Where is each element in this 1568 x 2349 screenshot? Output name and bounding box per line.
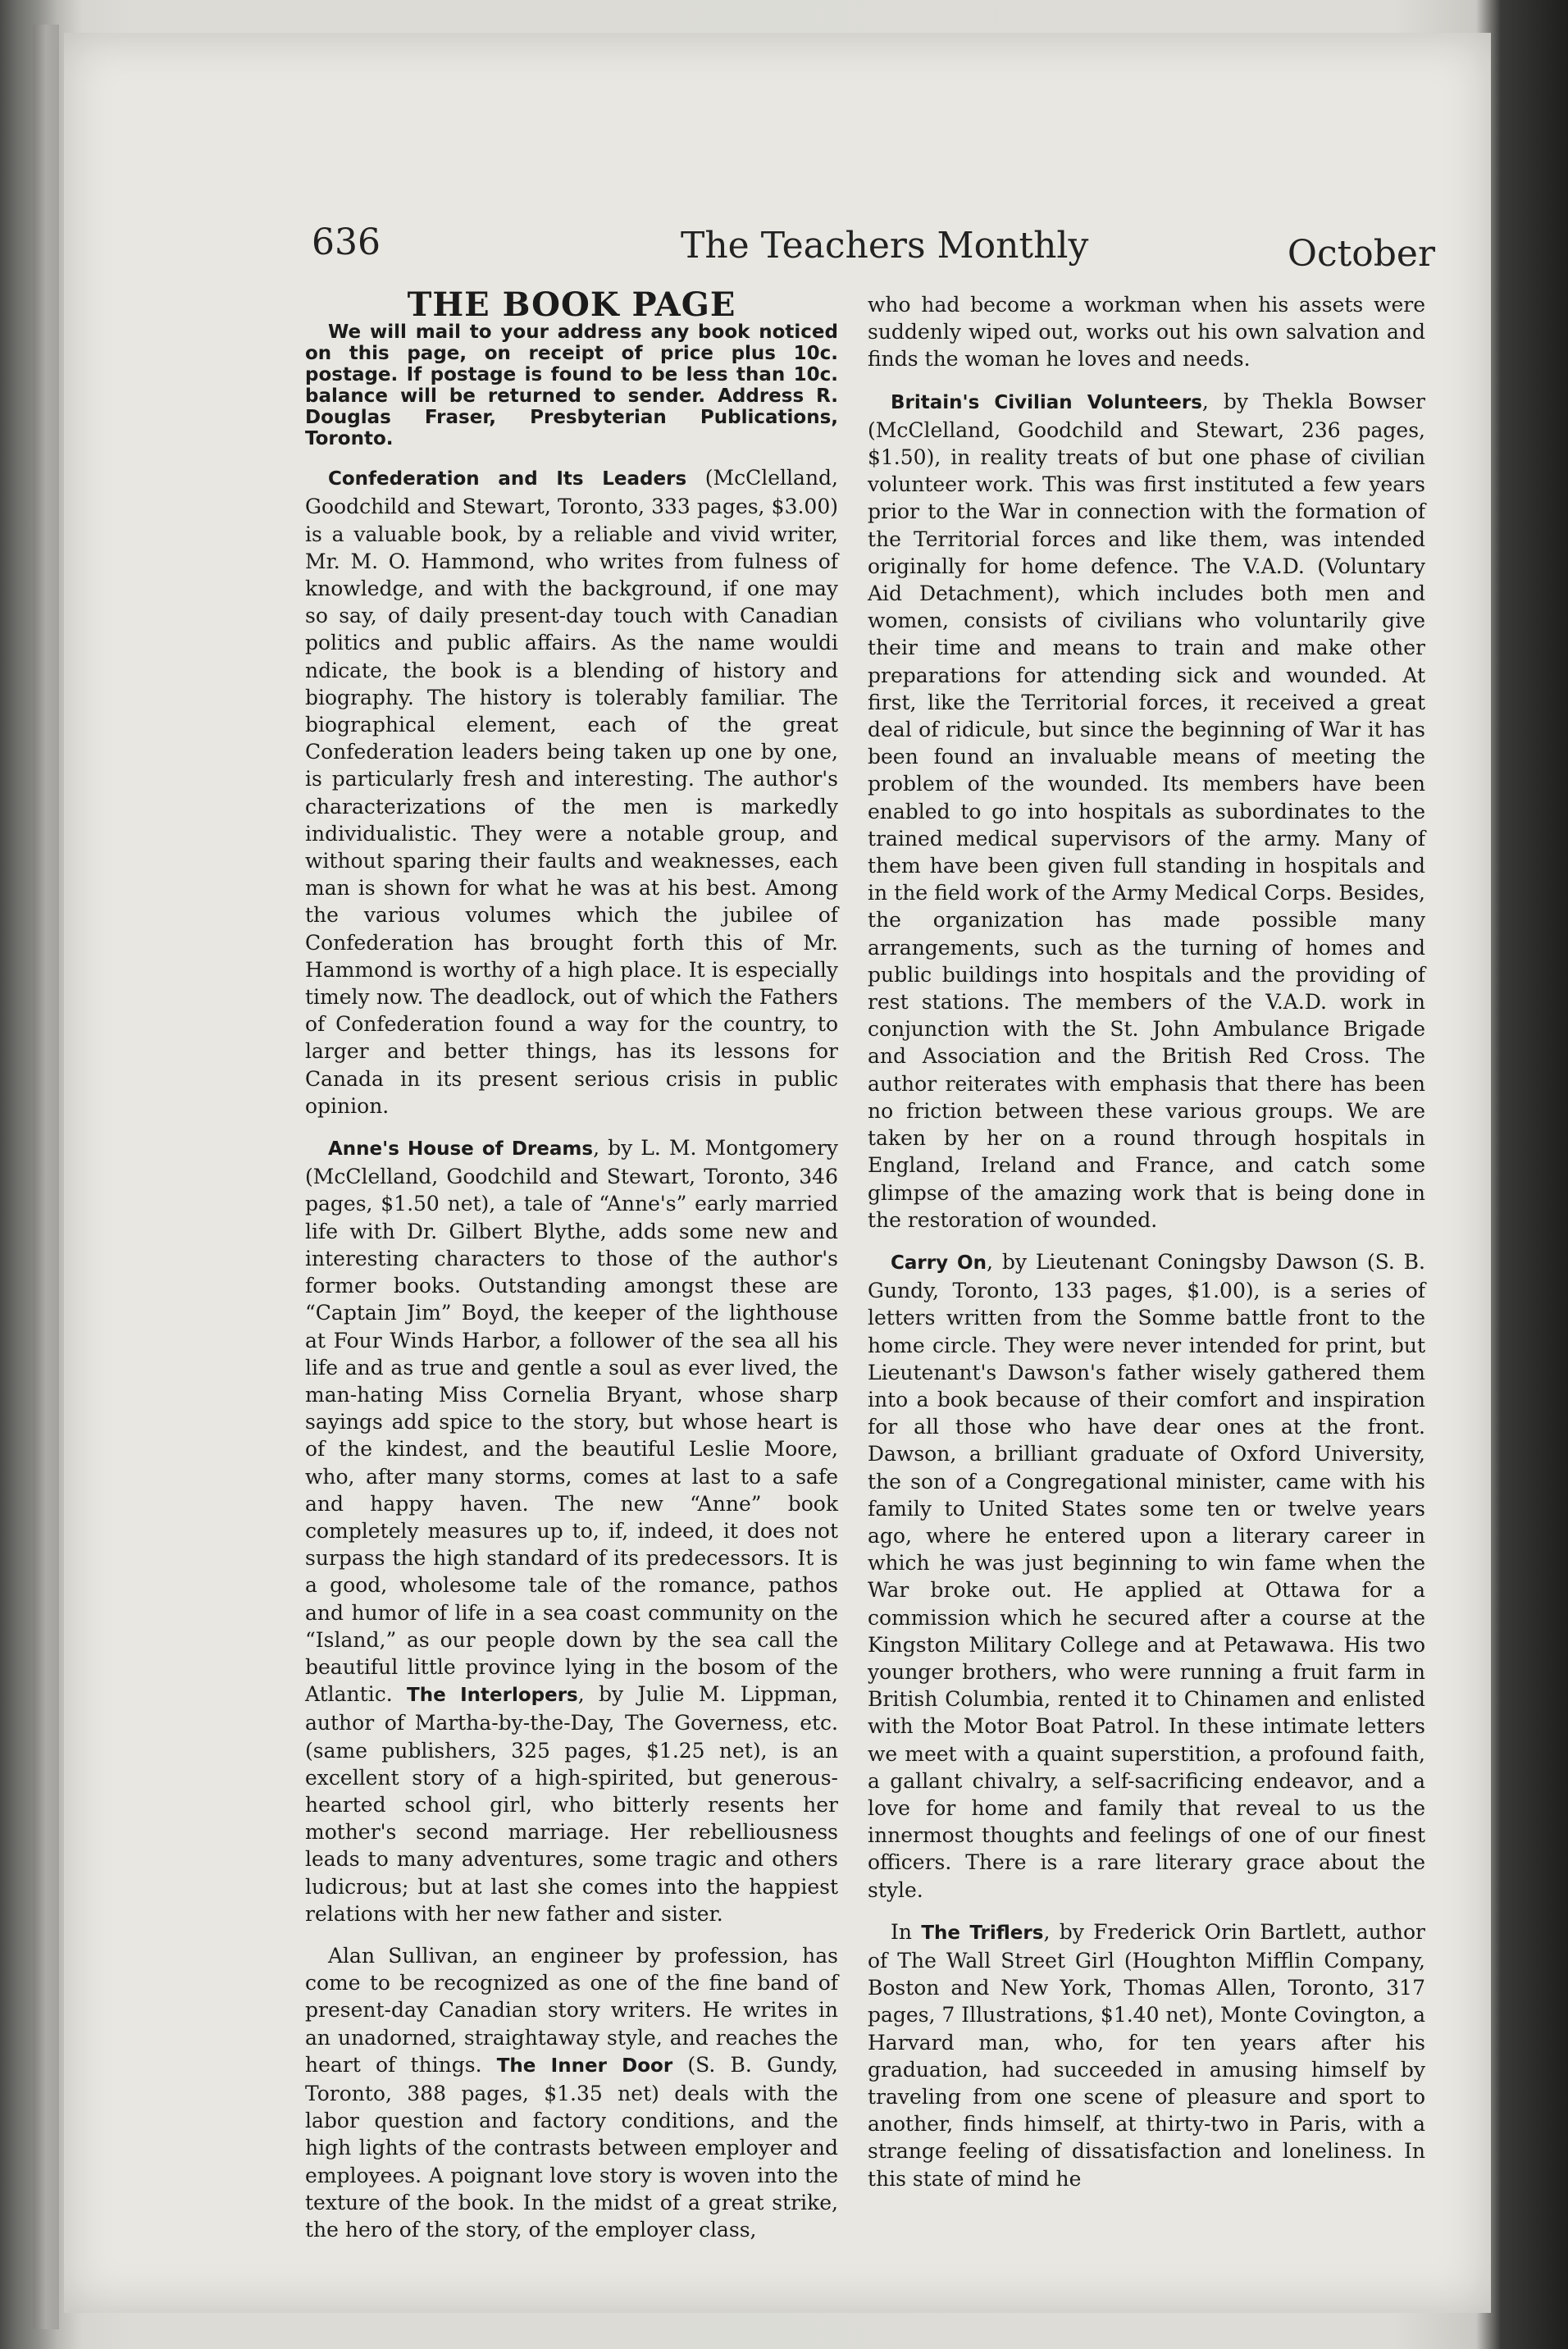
review-carry-on <box>868 1248 1425 1904</box>
review-triflers <box>868 1918 1425 2192</box>
review-text: , by Thekla Bowser (McClelland, Goodchild and Stewart, 236 pages, $1.50), in reality treats of but one phase of civilian volunteer work. This was first instituted a few years prior to the War in connection with the formation of the Territorial forces and like them, was intended originally for home defence. The V.A.D. (Voluntary Aid Detachment), which includes both men and women, consists of civilians who voluntarily give their time and means to train and make other preparations for attending sick and wounded. At first, like the Territorial forces, it received a great deal of ridicule, but since the beginning of War it has been found an invaluable means of meeting the problem of the wounded. Its members have been enabled to go into hospitals as subordinates to the trained medical supervisors of the army. Many of them have been given full standing in hospitals and in the field work of the Army Medical Corps. Besides, the organization has made possible many arrangements, such as the turning of homes and public buildings into hospitals and the providing of rest stations. The members of the V.A.D. work in conjunction with the St. John Ambulance Brigade and Association and the British Red Cross. The author reiterates with emphasis that there has been no friction between these various groups. We are taken by her on a round through hospitals in England, Ireland and France, and catch some glimpse of the amazing work that is being done in the restoration of wounded. <box>868 389 1426 1232</box>
review-text: In <box>891 1919 922 1944</box>
review-text: Alan Sullivan, an engineer by profession, has come to be recognized as one of the fine band of present-day Canadian story writers. He writes in an unadorned, straightaway style, and reaches the heart of things. <box>305 1943 838 2077</box>
review-text: , by Frederick Orin Bartlett, author of The Wall Street Girl (Houghton Mifflin Company, Boston and New York, Thomas Allen, Toronto, 317 pages, 7 Illustrations, $1.40 net), Monte Covington, a Harvard man, who, for ten years after his graduation, had succeeded in amusing himself by traveling from one scene of pleasure and sport to another, finds himself, at thirty-two in Paris, with a strange feeling of dissatisfaction and loneliness. In this state of mind he <box>868 1919 1425 2191</box>
book-title: The Inner Door <box>496 2055 673 2077</box>
review-text: (S. B. Gundy, Toronto, 388 pages, $1.35 net) deals with the labor question and factory conditions, and the high lights of the contrasts between employer and employees. A poignant love story is woven into the texture of the book. In the midst of a great strike, the hero of the story, of the employer class, <box>305 2052 839 2242</box>
mail-notice: We will mail to your address any book noticed on this page, on receipt of price plus 10c. postage. If postage is found to be less than 10c. balance will be returned to sender. Address R. Douglas Fraser, Presbyterian Publications, Toronto. <box>305 322 838 450</box>
issue-month: October <box>1287 233 1435 275</box>
review-continuation: who had become a workman when his assets were suddenly wiped out, works out his own salvation and finds the woman he loves and needs. <box>868 293 1425 372</box>
journal-title: The Teachers Monthly <box>681 225 1089 267</box>
book-title: Anne's House of Dreams <box>328 1138 594 1161</box>
right-column <box>868 291 1425 2207</box>
review-text: , by L. M. Montgomery (McClelland, Goodchild and Stewart, Toronto, 346 pages, $1.50 net), a tale of “Anne's” early married life with Dr. Gilbert Blythe, adds some new and interesting characters to those of the author's former books. Outstanding amongst these are “Captain Jim” Boyd, the keeper of the lighthouse at Four Winds Harbor, a follower of the sea all his life and as true and gentle a soul as ever lived, the man-hating Miss Cornelia Bryant, whose sharp sayings add spice to the story, but whose heart is of the kindest, and the beautiful Leslie Moore, who, after many storms, comes at last to a safe and happy haven. The new “Anne” book completely measures up to, if, indeed, it does not surpass the high standard of its predecessors. It is a good, wholesome tale of the romance, pathos and humor of life in a sea coast community on the “Island,” as our people down by the sea call the beautiful little province lying in the bosom of the Atlantic. <box>305 1136 838 1707</box>
page-number: 636 <box>312 221 381 263</box>
review-britain <box>868 388 1425 1234</box>
review-anne <box>305 1134 838 1927</box>
review-inner-door <box>305 1942 838 2243</box>
book-title: Carry On <box>891 1252 987 1274</box>
review-text: (McClelland, Goodchild and Stewart, Toronto, 333 pages, $3.00) is a valuable book, by a reliable and vivid writer, Mr. M. O. Hammond, who writes from fulness of knowledge, and with the background, if one may so say, of daily present-day touch with Canadian politics and public affairs. As the name wouldi ndicate, the book is a blending of history and biography. The history is tolerably familiar. The biographical element, each of the great Confederation leaders being taken up one by one, is particularly fresh and interesting. The author's characterizations of the men is markedly individualistic. They were a notable group, and without sparing their faults and weaknesses, each man is shown for what he was at his best. Among the various volumes which the jubilee of Confederation has brought forth this of Mr. Hammond is worthy of a high place. It is especially timely now. The deadlock, out of which the Fathers of Confederation found a way for the country, to larger and better things, has its lessons for Canada in its present serious crisis in public opinion. <box>305 466 838 1118</box>
left-column <box>305 285 839 2258</box>
book-title: Britain's Civilian Volunteers <box>891 391 1202 413</box>
page-edge <box>33 25 59 2329</box>
book-title: Confederation and Its Leaders <box>328 468 687 490</box>
running-header <box>312 221 1435 287</box>
review-confederation <box>305 464 838 1120</box>
review-text: , by Lieutenant Coningsby Dawson (S. B. Gundy, Toronto, 133 pages, $1.00), is a series of letters written from the Somme battle front to the home circle. They were never intended for print, but Lieutenant's Dawson's father wisely gathered them into a book because of their comfort and inspiration for all those who have dear ones at the front. Dawson, a brilliant graduate of Oxford University, the son of a Congregational minister, came with his family to United States some ten or twelve years ago, where he entered upon a literary career in which he was just beginning to win fame when the War broke out. He applied at Ottawa for a commission which he secured after a course at the Kingston Military College and at Petawawa. His two younger brothers, who were running a fruit farm in British Columbia, rented it to Chinamen and enlisted with the Motor Boat Patrol. In these intimate letters we meet with a quaint superstition, a profound faith, a gallant chivalry, a self-sacrificing endeavor, and a love for home and family that reveal to us the innermost thoughts and feelings of one of our finest officers. There is a rare literary grace about the style. <box>868 1249 1426 1902</box>
book-title: The Interlopers <box>407 1685 578 1707</box>
book-title: The Triflers <box>921 1922 1044 1944</box>
review-text: , by Julie M. Lippman, author of Martha-by-the-Day, The Governess, etc. (same publishers, 325 pages, $1.25 net), is an excellent story of a high-spirited, but generous-hearted school girl, who bitterly resents her mother's second marriage. Her rebelliousness leads to many adventures, some tragic and others ludicrous; but at last she comes into the happiest relations with her new father and sister. <box>305 1682 838 1926</box>
section-title: THE BOOK PAGE <box>407 285 736 324</box>
